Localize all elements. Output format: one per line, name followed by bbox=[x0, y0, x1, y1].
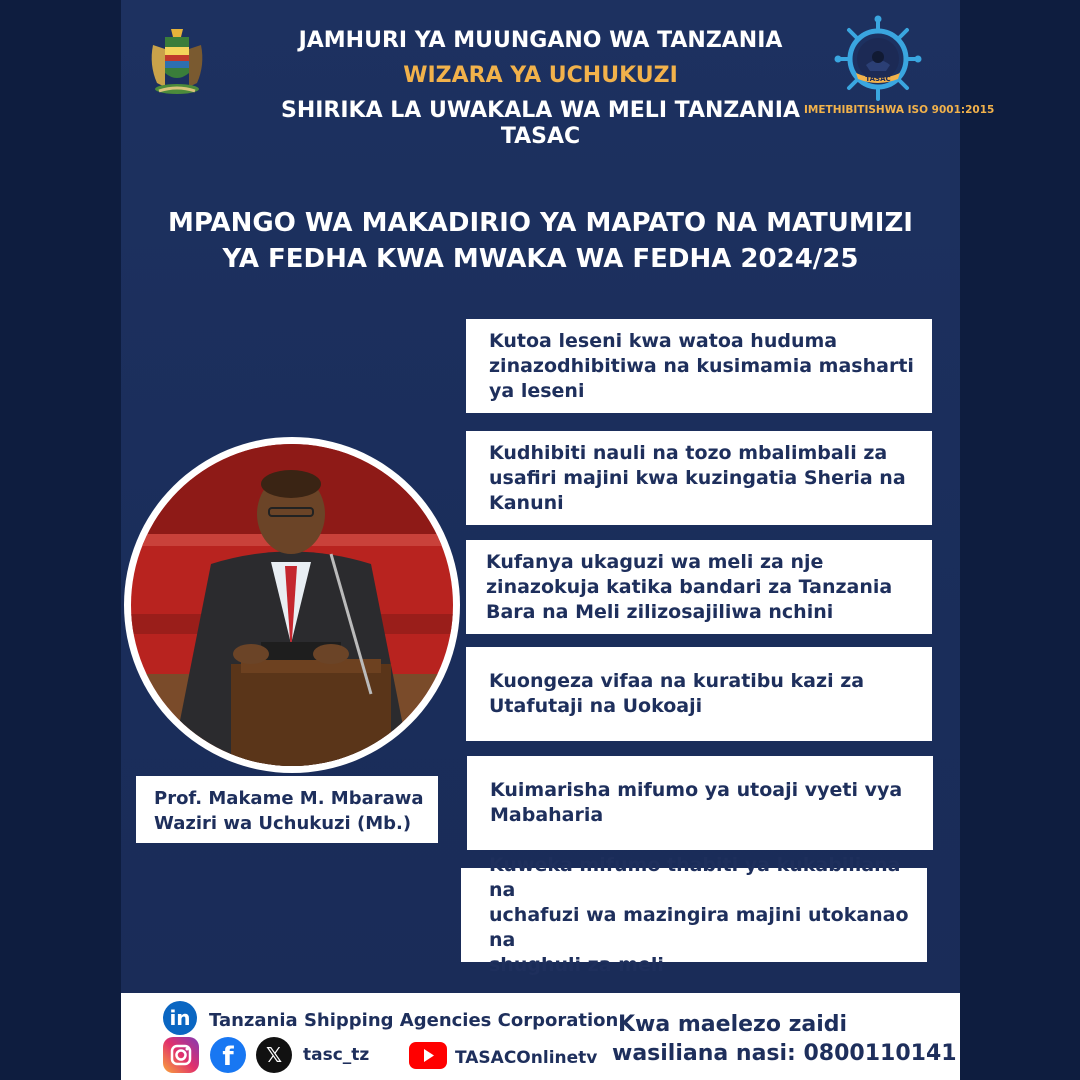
function-card-search-rescue bbox=[466, 647, 932, 741]
card-text: Kanuni bbox=[489, 491, 564, 514]
card-text: Kudhibiti nauli na tozo mbalimbali za bbox=[489, 441, 888, 464]
instagram-icon[interactable] bbox=[163, 1037, 199, 1073]
page-title bbox=[121, 205, 960, 277]
minister-caption bbox=[136, 776, 438, 843]
card-text: uchafuzi wa mazingira majini utokanao na bbox=[489, 903, 909, 951]
function-card-fares bbox=[466, 431, 932, 525]
card-text: Kuongeza vifaa na kuratibu kazi za bbox=[489, 670, 865, 692]
card-text: ya leseni bbox=[489, 379, 585, 402]
card-text: Bara na Meli zilizosajiliwa nchini bbox=[486, 600, 834, 623]
card-text: Kuimarisha mifumo ya utoaji vyeti vya bbox=[490, 779, 903, 801]
title-line-2: YA FEDHA KWA MWAKA WA FEDHA 2024/25 bbox=[222, 244, 859, 274]
youtube-channel[interactable]: TASACOnlinetv bbox=[455, 1048, 598, 1068]
card-text: Kufanya ukaguzi wa meli za nje bbox=[486, 550, 824, 573]
facebook-icon[interactable]: f bbox=[210, 1037, 246, 1073]
contact-phone[interactable]: wasiliana nasi: 0800110141 bbox=[612, 1041, 957, 1066]
card-text: usafiri majini kwa kuzingatia Sheria na bbox=[489, 466, 906, 489]
minister-role: Waziri wa Uchukuzi (Mb.) bbox=[154, 813, 412, 834]
footer bbox=[121, 993, 960, 1080]
function-card-licensing bbox=[466, 319, 932, 413]
card-text: Utafutaji na Uokoaji bbox=[489, 695, 703, 717]
youtube-icon[interactable] bbox=[409, 1042, 447, 1069]
minister-photo bbox=[124, 437, 460, 773]
x-icon[interactable]: 𝕏 bbox=[256, 1037, 292, 1073]
function-card-inspection bbox=[466, 540, 932, 634]
card-text: Kutoa leseni kwa watoa huduma bbox=[489, 329, 838, 352]
iso-certification: IMETHIBITISHWA ISO 9001:2015 bbox=[804, 104, 995, 116]
header-agency: SHIRIKA LA UWAKALA WA MELI TANZANIA bbox=[280, 98, 801, 123]
tasac-logo-text: TASAC bbox=[865, 75, 891, 83]
title-line-1: MPANGO WA MAKADIRIO YA MAPATO NA MATUMIZI bbox=[168, 208, 913, 238]
function-card-pollution bbox=[461, 853, 927, 976]
linkedin-icon[interactable]: in bbox=[163, 1001, 197, 1035]
contact-line-1: Kwa maelezo zaidi bbox=[618, 1012, 848, 1037]
card-text: shughuli za meli bbox=[489, 953, 664, 976]
card-text: Kuweka mifumo thabiti ya kukabiliana na bbox=[489, 853, 901, 901]
social-handle[interactable]: tasc_tz bbox=[303, 1045, 370, 1065]
header-acronym: TASAC bbox=[500, 124, 581, 149]
tasac-logo bbox=[832, 15, 924, 103]
header-ministry: WIZARA YA UCHUKUZI bbox=[403, 63, 678, 88]
minister-name: Prof. Makame M. Mbarawa bbox=[154, 788, 424, 809]
card-text: Mabaharia bbox=[490, 804, 604, 826]
card-text: zinazodhibitiwa na kusimamia masharti bbox=[489, 354, 914, 377]
card-text: zinazokuja katika bandari za Tanzania bbox=[486, 575, 893, 598]
header-country: JAMHURI YA MUUNGANO WA TANZANIA bbox=[298, 28, 783, 53]
linkedin-link[interactable]: Tanzania Shipping Agencies Corporation bbox=[209, 1010, 619, 1031]
function-card-certification bbox=[467, 756, 933, 850]
